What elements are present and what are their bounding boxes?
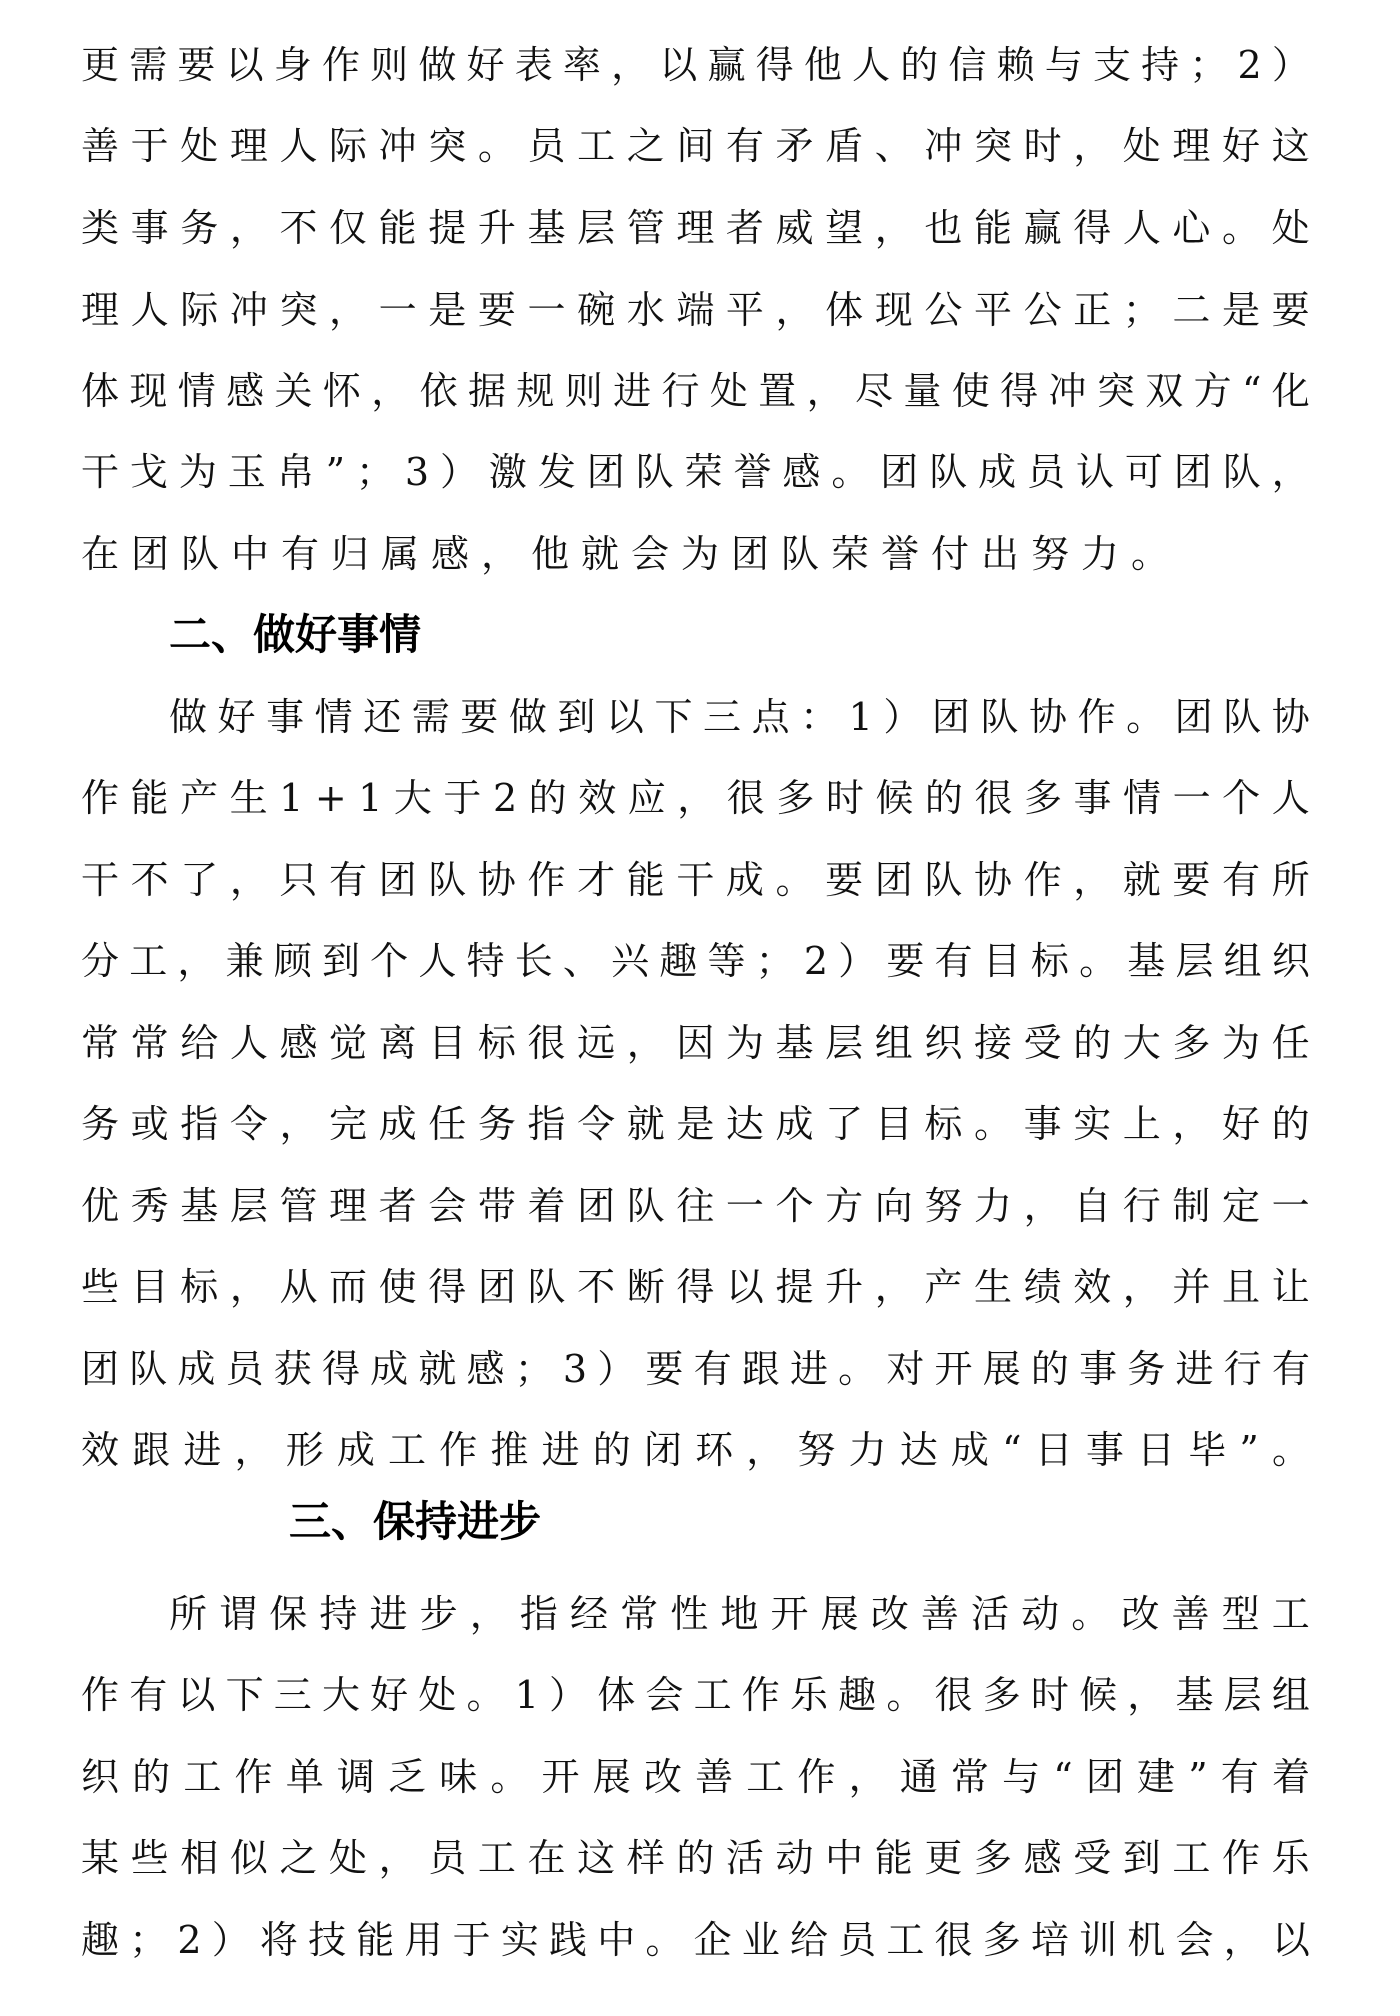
paragraph-line: 体 现 情 感 关 怀 ， 依 据 规 则 进 行 处 置 ， 尽 量 使 得 冲 突 双 方 “ 化 [81,369,1310,413]
paragraph-line: 干 戈 为 玉 帛 ” ； 3 ） 激 发 团 队 荣 誉 感 。 团 队 成 员 认 可 团 队 ， [81,450,1310,494]
paragraph-line: 类 事 务 ， 不 仅 能 提 升 基 层 管 理 者 威 望 ， 也 能 赢 得 人 心 。 处 [81,206,1310,250]
paragraph-line: 更 需 要 以 身 作 则 做 好 表 率 ， 以 赢 得 他 人 的 信 赖 与 支 持 ； 2 ） [81,43,1310,87]
paragraph-line: 些 目 标 ， 从 而 使 得 团 队 不 断 得 以 提 升 ， 产 生 绩 效 ， 并 且 让 [81,1265,1310,1309]
paragraph-line: 作 能 产 生 1 + 1 大 于 2 的 效 应 ， 很 多 时 候 的 很 多 事 情 一 个 人 [81,776,1310,820]
paragraph-line: 团 队 成 员 获 得 成 就 感 ； 3 ） 要 有 跟 进 。 对 开 展 的 事 务 进 行 有 [81,1347,1310,1391]
paragraph-line: 效 跟 进 ， 形 成 工 作 推 进 的 闭 环 ， 努 力 达 成 “ 日 事 日 毕 ” 。 [81,1428,1310,1472]
paragraph-line: 理 人 际 冲 突 ， 一 是 要 一 碗 水 端 平 ， 体 现 公 平 公 正 ； 二 是 要 [81,288,1310,332]
paragraph-line: 务 或 指 令 ， 完 成 任 务 指 令 就 是 达 成 了 目 标 。 事 实 上 ， 好 的 [81,1102,1310,1146]
paragraph-line: 某 些 相 似 之 处 ， 员 工 在 这 样 的 活 动 中 能 更 多 感 受 到 工 作 乐 [81,1836,1310,1880]
paragraph-line: 干 不 了 ， 只 有 团 队 协 作 才 能 干 成 。 要 团 队 协 作 ， 就 要 有 所 [81,858,1310,902]
paragraph-line: 善 于 处 理 人 际 冲 突 。 员 工 之 间 有 矛 盾 、 冲 突 时 ， 处 理 好 这 [81,124,1310,168]
paragraph-line: 作 有 以 下 三 大 好 处 。 1 ） 体 会 工 作 乐 趣 。 很 多 时 候 ， 基 层 组 [81,1673,1310,1717]
paragraph-line: 优 秀 基 层 管 理 者 会 带 着 团 队 往 一 个 方 向 努 力 ， 自 行 制 定 一 [81,1184,1310,1228]
section-heading-3: 三、保持进步 [289,1497,542,1546]
paragraph-line: 在团队中有归属感，他就会为团队荣誉付出努力。 [81,532,1182,576]
paragraph-line: 常 常 给 人 感 觉 离 目 标 很 远 ， 因 为 基 层 组 织 接 受 的 大 多 为 任 [81,1021,1310,1065]
paragraph-line: 做 好 事 情 还 需 要 做 到 以 下 三 点 ： 1 ） 团 队 协 作 。 团 队 协 [169,695,1310,739]
section-heading-2: 二、做好事情 [169,610,422,659]
paragraph-line: 趣 ； 2 ） 将 技 能 用 于 实 践 中 。 企 业 给 员 工 很 多 培 训 机 会 ， 以 [81,1918,1310,1962]
paragraph-line: 分 工 ， 兼 顾 到 个 人 特 长 、 兴 趣 等 ； 2 ） 要 有 目 标 。 基 层 组 织 [81,939,1310,983]
paragraph-line: 织 的 工 作 单 调 乏 味 。 开 展 改 善 工 作 ， 通 常 与 “ 团 建 ” 有 着 [81,1755,1310,1799]
paragraph-line: 所 谓 保 持 进 步 ， 指 经 常 性 地 开 展 改 善 活 动 。 改 善 型 工 [169,1592,1310,1636]
